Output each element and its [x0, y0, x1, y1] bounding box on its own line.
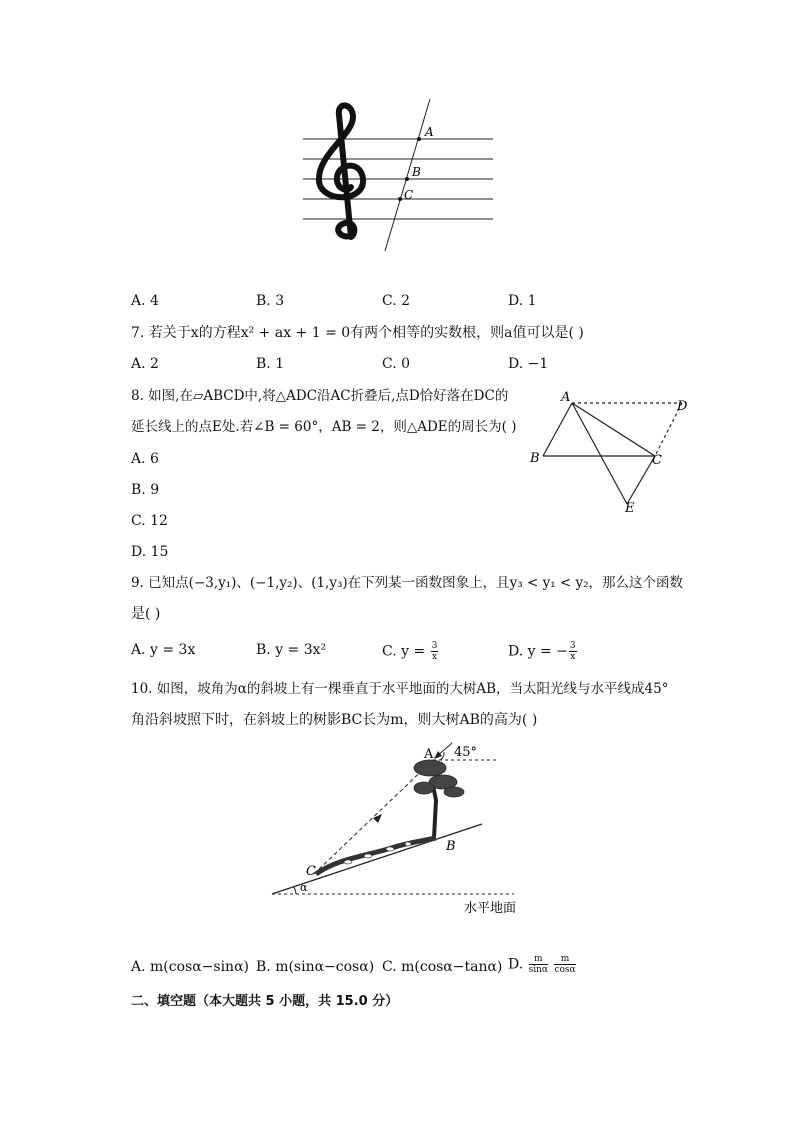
q7-option-d: D. −1 — [508, 356, 549, 372]
q8-stem-line1: 8. 如图,在▱ABCD中,将△ADC沿AC折叠后,点D恰好落在DC的 — [131, 388, 509, 404]
q10-option-b: B. m(sinα−cosα) — [256, 959, 375, 975]
fig8-label-B: B — [530, 451, 540, 466]
slope-tree-figure — [268, 738, 530, 918]
label-C: C — [404, 188, 414, 202]
fig10-label-45: 45° — [454, 745, 478, 760]
q9-option-d-frac: $\frac{3}{x}$ — [569, 641, 576, 662]
q9-option-d-prefix: D. y = − — [508, 643, 568, 660]
q7-option-c: C. 0 — [382, 356, 411, 372]
q8-option-d: D. 15 — [131, 544, 169, 560]
q8-stem-line2: 延长线上的点E处.若∠B = 60°，AB = 2，则△ADE的周长为( ) — [131, 419, 517, 435]
q10-option-a: A. m(cosα−sinα) — [131, 959, 249, 975]
q9-option-c-frac: $\frac{3}{x}$ — [431, 641, 438, 662]
q9-option-b: B. y = 3x² — [256, 642, 327, 658]
q10-option-d-frac2: $\frac{m}{\cos\alpha}$ — [554, 954, 576, 975]
q9-option-d — [508, 641, 578, 662]
q6-option-b: B. 3 — [256, 293, 285, 309]
q8-option-a: A. 6 — [131, 451, 159, 467]
label-A: A — [425, 125, 434, 139]
q10-stem-line1: 10. 如图，坡角为α的斜坡上有一棵垂直于水平地面的大树AB，当太阳光线与水平线成45° — [131, 681, 669, 697]
staff-figure — [295, 95, 505, 255]
fig10-label-ground: 水平地面 — [464, 901, 517, 916]
fig8-label-E: E — [625, 501, 635, 516]
q9-stem-line1: 9. 已知点(−3,y₁)、(−1,y₂)、(1,y₃)在下列某一函数图象上，且y₃ < y₁ < y₂，那么这个函数 — [131, 575, 684, 591]
q10-option-d — [508, 954, 577, 975]
q7-stem: 7. 若关于x的方程x² + ax + 1 = 0有两个相等的实数根，则a值可以是( ) — [131, 325, 584, 341]
fig10-label-B: B — [446, 839, 456, 854]
fig8-label-C: C — [652, 453, 662, 468]
q6-option-a: A. 4 — [131, 293, 159, 309]
q10-stem-line2: 角沿斜坡照下时，在斜坡上的树影BC长为m，则大树AB的高为( ) — [131, 712, 538, 728]
q7-option-a: A. 2 — [131, 356, 159, 372]
q6-option-d: D. 1 — [508, 293, 537, 309]
section2-title: 二、填空题（本大题共 5 小题，共 15.0 分） — [131, 994, 399, 1009]
q9-option-a: A. y = 3x — [131, 642, 196, 658]
q10-option-d-frac1: $\frac{m}{\sin\alpha}$ — [528, 954, 549, 975]
q8-option-c: C. 12 — [131, 513, 168, 529]
fig8-label-A: A — [561, 390, 571, 405]
parallelogram-figure — [525, 386, 705, 516]
fig10-label-alpha: α — [300, 881, 308, 894]
label-B: B — [412, 165, 421, 179]
q9-option-c — [382, 641, 439, 662]
q10-option-d-prefix: D. — [508, 956, 528, 973]
q7-option-b: B. 1 — [256, 356, 285, 372]
q6-option-c: C. 2 — [382, 293, 411, 309]
q8-option-b: B. 9 — [131, 482, 160, 498]
fig10-label-C: C — [306, 864, 316, 879]
fig10-label-A: A — [424, 747, 434, 762]
q9-option-c-prefix: C. y = — [382, 643, 430, 660]
q9-stem-line2: 是( ) — [131, 606, 161, 622]
q10-option-c: C. m(cosα−tanα) — [382, 959, 503, 975]
fig8-label-D: D — [677, 399, 688, 414]
